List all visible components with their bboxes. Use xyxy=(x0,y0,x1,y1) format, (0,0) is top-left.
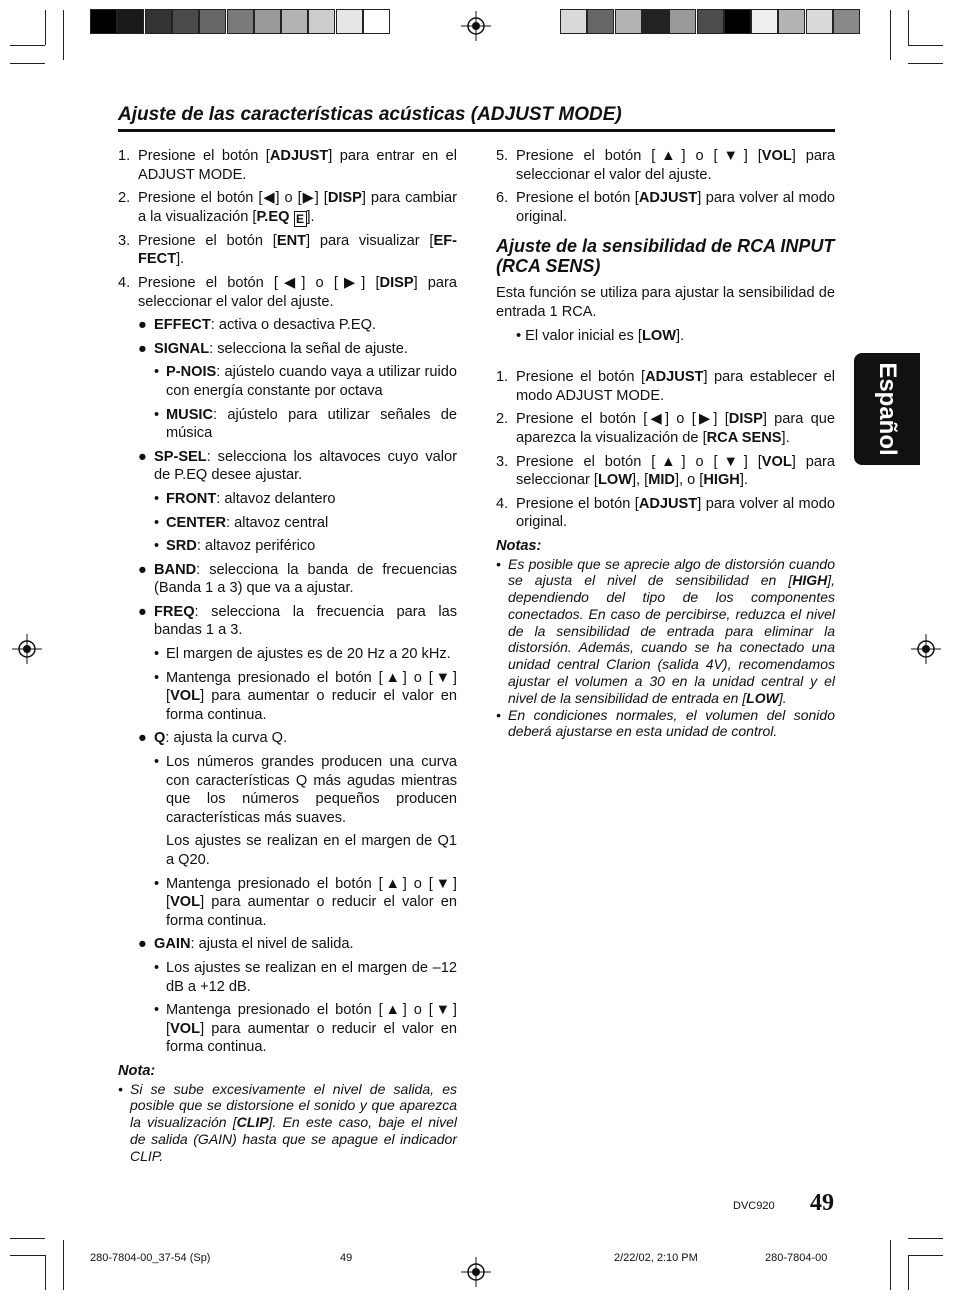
list-marker: • xyxy=(154,490,160,507)
step-item xyxy=(118,274,457,311)
option-item xyxy=(118,514,457,533)
list-marker: • xyxy=(154,1002,160,1019)
option-item xyxy=(118,340,457,359)
list-marker: • xyxy=(154,514,160,531)
right-column xyxy=(496,147,835,740)
color-swatch xyxy=(587,9,614,34)
list-marker: 3. xyxy=(118,232,131,249)
list-marker: 3. xyxy=(496,453,509,470)
list-marker: 4. xyxy=(496,495,509,512)
list-marker: 1. xyxy=(496,369,509,386)
list-item-text: MUSIC: ajústelo para utilizar señales de música xyxy=(166,406,457,442)
intro-text: Esta función se utiliza para ajustar la sensibilidad de entrada 1 RCA. xyxy=(496,285,835,320)
step-item xyxy=(496,495,835,532)
color-swatch xyxy=(833,9,860,34)
list-marker: • xyxy=(154,959,160,976)
list-marker: 1. xyxy=(118,148,131,164)
option-item xyxy=(118,490,457,509)
list-item-text: Q: ajusta la curva Q. xyxy=(154,730,288,747)
list-item-text: Presione el botón [ADJUST] para volver al modo original. xyxy=(516,190,835,225)
option-item xyxy=(118,669,457,725)
option-item xyxy=(118,363,457,400)
list-item-text: Presione el botón [ADJUST] para establecer el modo ADJUST MODE. xyxy=(516,369,835,404)
option-item xyxy=(118,935,457,954)
color-swatch xyxy=(751,9,778,34)
list-marker: ● xyxy=(138,936,147,953)
color-swatch xyxy=(697,9,724,34)
note-text: Si se sube excesivamente el nivel de salida, es posible que se distorsione el sonido y que aparezca la visualización [CLIP]. En este caso, baje el nivel de salida (GAIN) hasta que se apague el indicador CLIP. xyxy=(130,1080,458,1164)
crop-mark xyxy=(10,1255,45,1256)
list-marker: ● xyxy=(138,603,147,620)
crop-mark xyxy=(63,1240,64,1290)
list-item-text: Presione el botón [◀] o [▶] [DISP] para que aparezca la visualización de [RCA SENS]. xyxy=(516,411,835,446)
registration-mark-icon xyxy=(12,634,42,664)
list-marker: • xyxy=(154,646,160,663)
list-item-text: Presione el botón [◀] o [▶] [DISP] para seleccionar el valor del ajuste. xyxy=(138,274,458,310)
list-item-text: Los ajustes se realizan en el margen de Q1 a Q20. xyxy=(166,833,457,868)
registration-mark-icon xyxy=(911,634,941,664)
list-item-text: Los ajustes se realizan en el margen de –12 dB a +12 dB. xyxy=(166,959,457,995)
language-tab xyxy=(854,353,920,465)
list-marker: ● xyxy=(138,317,147,334)
color-swatch xyxy=(806,9,833,34)
color-swatch xyxy=(308,9,335,34)
list-marker: • xyxy=(154,669,160,686)
list-item-text: Mantenga presionado el botón [▲] o [▼] [VOL] para aumentar o reducir el valor en forma continua. xyxy=(166,875,457,929)
step-item xyxy=(496,410,835,447)
option-item xyxy=(118,1001,457,1057)
list-marker: • xyxy=(154,538,160,555)
color-swatch xyxy=(199,9,226,34)
list-marker: ● xyxy=(138,340,147,357)
list-marker: 2. xyxy=(118,190,131,207)
crop-mark xyxy=(45,10,46,45)
note-bullet: • xyxy=(496,706,501,723)
color-swatch xyxy=(336,9,363,34)
crop-mark xyxy=(890,1240,891,1290)
list-item-text: Los números grandes producen una curva con características Q más agudas mientras que los números pequeños producen características más suaves. xyxy=(166,754,457,826)
note-item xyxy=(496,707,835,741)
option-item xyxy=(118,729,457,748)
crop-mark xyxy=(908,45,943,46)
list-item-text: FRONT: altavoz delantero xyxy=(166,490,336,507)
registration-mark-icon xyxy=(461,1257,491,1287)
left-column xyxy=(118,147,457,1165)
crop-mark xyxy=(10,1238,45,1239)
option-item xyxy=(118,448,457,485)
option-item xyxy=(118,753,457,827)
list-item-text: Mantenga presionado el botón [▲] o [▼] [VOL] para aumentar o reducir el valor en forma continua. xyxy=(166,1002,457,1056)
step-item xyxy=(118,189,457,227)
step-item xyxy=(118,232,457,269)
list-item-text: Presione el botón [ADJUST] para entrar en el ADJUST MODE. xyxy=(138,148,457,183)
crop-mark xyxy=(908,1255,943,1256)
color-swatch xyxy=(560,9,587,34)
color-swatch xyxy=(90,9,117,34)
list-item-text: SRD: altavoz periférico xyxy=(166,538,316,555)
option-item xyxy=(118,561,457,598)
list-item-text: GAIN: ajusta el nivel de salida. xyxy=(154,936,354,953)
list-item-text: SP-SEL: selecciona los altavoces cuyo valor de P.EQ desee ajustar. xyxy=(154,448,457,484)
list-item-text: CENTER: altavoz central xyxy=(166,514,329,531)
option-item xyxy=(118,832,457,869)
option-item xyxy=(118,645,457,664)
list-item-text: Presione el botón [ADJUST] para volver al modo original. xyxy=(516,495,835,531)
color-swatch xyxy=(778,9,805,34)
color-swatch xyxy=(227,9,254,34)
step-item xyxy=(496,453,835,490)
section-title: Ajuste de las características acústicas (ADJUST MODE) xyxy=(118,104,622,125)
option-item xyxy=(118,603,457,640)
note-item xyxy=(118,1081,457,1165)
list-marker: ● xyxy=(138,730,147,747)
list-item-text: Mantenga presionado el botón [▲] o [▼] [VOL] para aumentar o reducir el valor en forma continua. xyxy=(166,669,457,723)
crop-mark xyxy=(908,63,943,64)
notes-title: Notas: xyxy=(496,537,542,554)
color-swatch xyxy=(669,9,696,34)
crop-mark xyxy=(63,10,64,60)
list-item-text: BAND: selecciona la banda de frecuencias (Banda 1 a 3) que va a ajustar. xyxy=(154,561,457,597)
crop-mark xyxy=(908,1238,943,1239)
option-item xyxy=(118,959,457,996)
crop-mark xyxy=(10,63,45,64)
list-item-text: FREQ: selecciona la frecuencia para las bandas 1 a 3. xyxy=(154,603,457,639)
list-marker: • xyxy=(154,364,160,381)
option-item xyxy=(118,316,457,335)
note-title: Nota: xyxy=(118,1062,156,1079)
subsection-title: Ajuste de la sensibilidad de RCA INPUT (RCA SENS) xyxy=(496,236,835,277)
registration-mark-icon xyxy=(461,11,491,41)
list-item-text: Presione el botón [▲] o [▼] [VOL] para seleccionar [LOW], [MID], o [HIGH]. xyxy=(516,453,835,489)
list-marker: • xyxy=(154,406,160,423)
list-item-text: El margen de ajustes es de 20 Hz a 20 kHz. xyxy=(166,646,451,663)
crop-mark xyxy=(10,45,45,46)
footer-code: 280-7804-00 xyxy=(765,1252,828,1264)
list-marker: ● xyxy=(138,561,147,578)
note-item xyxy=(496,556,835,707)
footer-page: 49 xyxy=(340,1252,353,1264)
list-marker: 5. xyxy=(496,148,509,164)
color-swatch xyxy=(363,9,390,34)
color-swatch xyxy=(254,9,281,34)
color-swatch xyxy=(642,9,669,34)
step-item xyxy=(118,147,457,184)
list-item-text: P-NOIS: ajústelo cuando vaya a utilizar ruido con energía constante por octava xyxy=(166,364,457,399)
note-bullet: • xyxy=(496,555,501,572)
list-marker: 4. xyxy=(118,274,131,291)
list-item-text: Presione el botón [▲] o [▼] [VOL] para seleccionar el valor del ajuste. xyxy=(516,148,835,183)
note-text: Es posible que se aprecie algo de distorsión cuando se ajusta el nivel de sensibilidad en [HIGH], dependiendo del tipo de los componentes conectados. En caso de percibirse, reduzca el nivel de la sensibilidad de entrada para eliminar la distorsión. Además, cuando se ha conectado una unidad central Clarion (salida 4V), recomendamos ajustar el volumen a 30 en la unidad central y el nivel de la sensibilidad de entrada en [LOW]. xyxy=(508,555,835,706)
footer-date: 2/22/02, 2:10 PM xyxy=(614,1252,698,1264)
color-swatch xyxy=(145,9,172,34)
step-item xyxy=(496,368,835,405)
list-marker: • xyxy=(154,754,160,771)
step-item xyxy=(496,147,835,184)
initial-value: • El valor inicial es [LOW]. xyxy=(516,327,685,344)
list-marker: • xyxy=(154,875,160,892)
step-item xyxy=(496,189,835,226)
color-swatch xyxy=(172,9,199,34)
list-item-text: EFFECT: activa o desactiva P.EQ. xyxy=(154,317,376,334)
crop-mark xyxy=(45,1255,46,1290)
crop-mark xyxy=(908,1255,909,1290)
list-item-text: Presione el botón [ENT] para visualizar [EF-FECT]. xyxy=(138,232,457,268)
list-marker: 2. xyxy=(496,411,509,428)
list-item-text: Presione el botón [◀] o [▶] [DISP] para cambiar a la visualización [P.EQ E ]. xyxy=(138,190,458,226)
color-swatch xyxy=(724,9,751,34)
color-swatch xyxy=(615,9,642,34)
note-text: En condiciones normales, el volumen del sonido deberá ajustarse en esta unidad de control. xyxy=(508,706,835,740)
color-swatch xyxy=(117,9,144,34)
list-marker: 6. xyxy=(496,190,509,207)
page-number: 49 xyxy=(810,1190,834,1216)
crop-mark xyxy=(908,10,909,45)
option-item xyxy=(118,406,457,443)
list-marker: ● xyxy=(138,448,147,465)
footer-file: 280-7804-00_37-54 (Sp) xyxy=(90,1252,211,1264)
color-swatch xyxy=(281,9,308,34)
language-tab-label: Español xyxy=(874,362,901,456)
section-rule xyxy=(118,129,835,132)
model-label: DVC920 xyxy=(733,1200,775,1212)
list-item-text: SIGNAL: selecciona la señal de ajuste. xyxy=(154,340,408,357)
option-item xyxy=(118,537,457,556)
option-item xyxy=(118,875,457,931)
crop-mark xyxy=(890,10,891,60)
note-bullet: • xyxy=(118,1080,123,1097)
